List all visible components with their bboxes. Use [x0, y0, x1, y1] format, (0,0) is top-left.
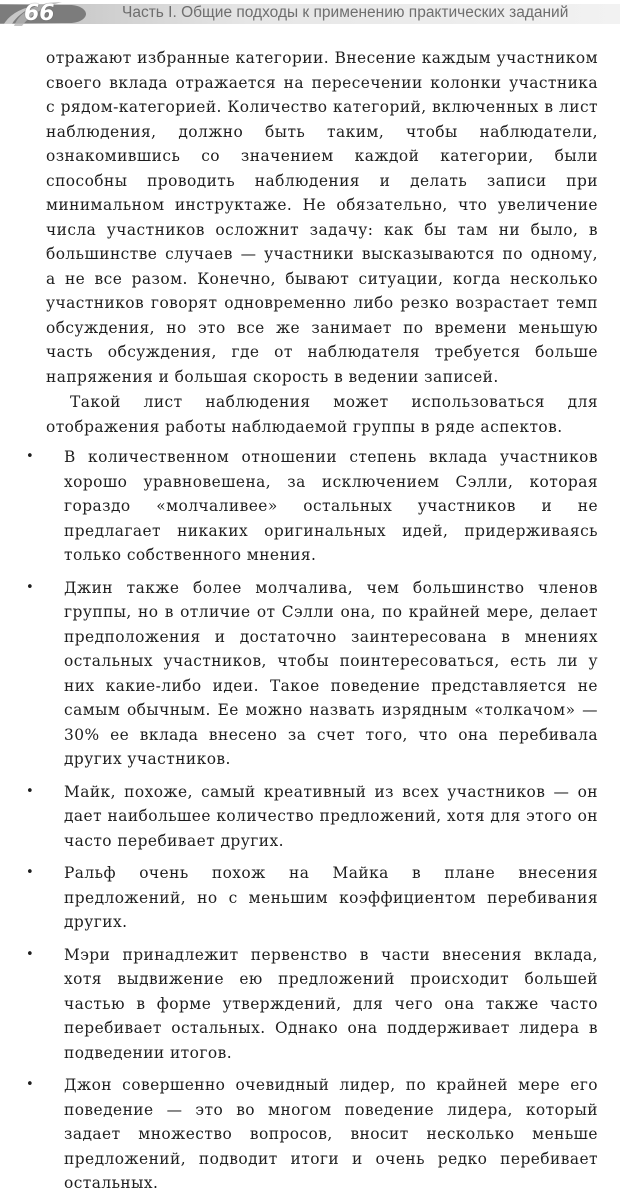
list-item	[25, 1073, 598, 1196]
list-item-text: Мэри принадлежит первенство в части внесения вклада, хотя выдвижение ею предложений происходит большей частью в форме утверждений, для чего она также часто перебивает остальных. Однако она поддерживает лидера в подведении итогов.	[64, 945, 598, 1062]
paragraph-continued: отражают избранные категории. Внесение каждым участником своего вклада отражается на пересечении колонки участника с рядом-категорией. Количество категорий, включенных в лист наблюдения, должно быть таким, чтобы наблюдатели, ознакомившись со значением каждой категории, были способны проводить наблюдения и делать записи при минимальном инструктаже. Не обязательно, что увеличение числа участников осложнит задачу: как бы там ни было, в большинстве случаев — участники высказываются по одному, а не все разом. Конечно, бывают ситуации, когда несколько участников говорят одновременно либо резко возрастает темп обсуждения, но это все же занимает по времени меньшую часть обсуждения, где от наблюдателя требуется больше напряжения и большая скорость в ведении записей.	[46, 49, 598, 386]
list-item	[25, 576, 598, 772]
bullet-icon: •	[25, 579, 35, 595]
list-item	[25, 445, 598, 568]
list-item	[25, 780, 598, 854]
list-item-text: Ральф очень похож на Майка в плане внесения предложений, но с меньшим коэффициентом перебивания других.	[64, 864, 598, 931]
list-item-text: Джин также более молчалива, чем большинство членов группы, но в отличие от Сэлли она, по крайней мере, делает предположения и достаточно заинтересована в мнениях остальных участников, чтобы поинтересоваться, есть ли у них какие-либо идеи. Такое поведение представляется не самым обычным. Ее можно назвать изрядным «толкачом» — 30% ее вклада внесено за счет того, что она перебивала других участников.	[64, 578, 598, 768]
list-item-text: В количественном отношении степень вклада участников хорошо уравновешена, за исключением Сэлли, которая гораздо «молчаливее» остальных участников и не предлагает никаких оригинальных идей, придерживаясь только собственного мнения.	[64, 448, 598, 564]
page-body	[25, 46, 598, 1204]
bullet-icon: •	[25, 946, 35, 962]
running-title: Часть I. Общие подходы к применению практических заданий	[122, 4, 569, 21]
paragraph-intro-list: Такой лист наблюдения может использоваться для отображения работы наблюдаемой группы в ряде аспектов.	[46, 393, 598, 436]
list-item-text: Джон совершенно очевидный лидер, по крайней мере его поведение — это во многом поведение лидера, который задает множество вопросов, вносит несколько меньше предложений, подводит итоги и очень редко перебивает остальных.	[64, 1076, 598, 1192]
list-item-text: Майк, похоже, самый креативный из всех участников — он дает наибольшее количество предложений, хотя для этого он часто перебивает других.	[64, 782, 598, 850]
bullet-icon: •	[25, 449, 35, 464]
page-number-badge	[0, 0, 88, 28]
bullet-icon: •	[25, 783, 35, 799]
page-number: 66	[24, 1, 55, 26]
page-header	[0, 0, 620, 28]
participant-observations-list	[25, 445, 598, 1196]
list-item	[25, 861, 598, 935]
bullet-icon: •	[25, 1077, 35, 1092]
bullet-icon: •	[25, 865, 35, 880]
list-item	[25, 943, 598, 1066]
